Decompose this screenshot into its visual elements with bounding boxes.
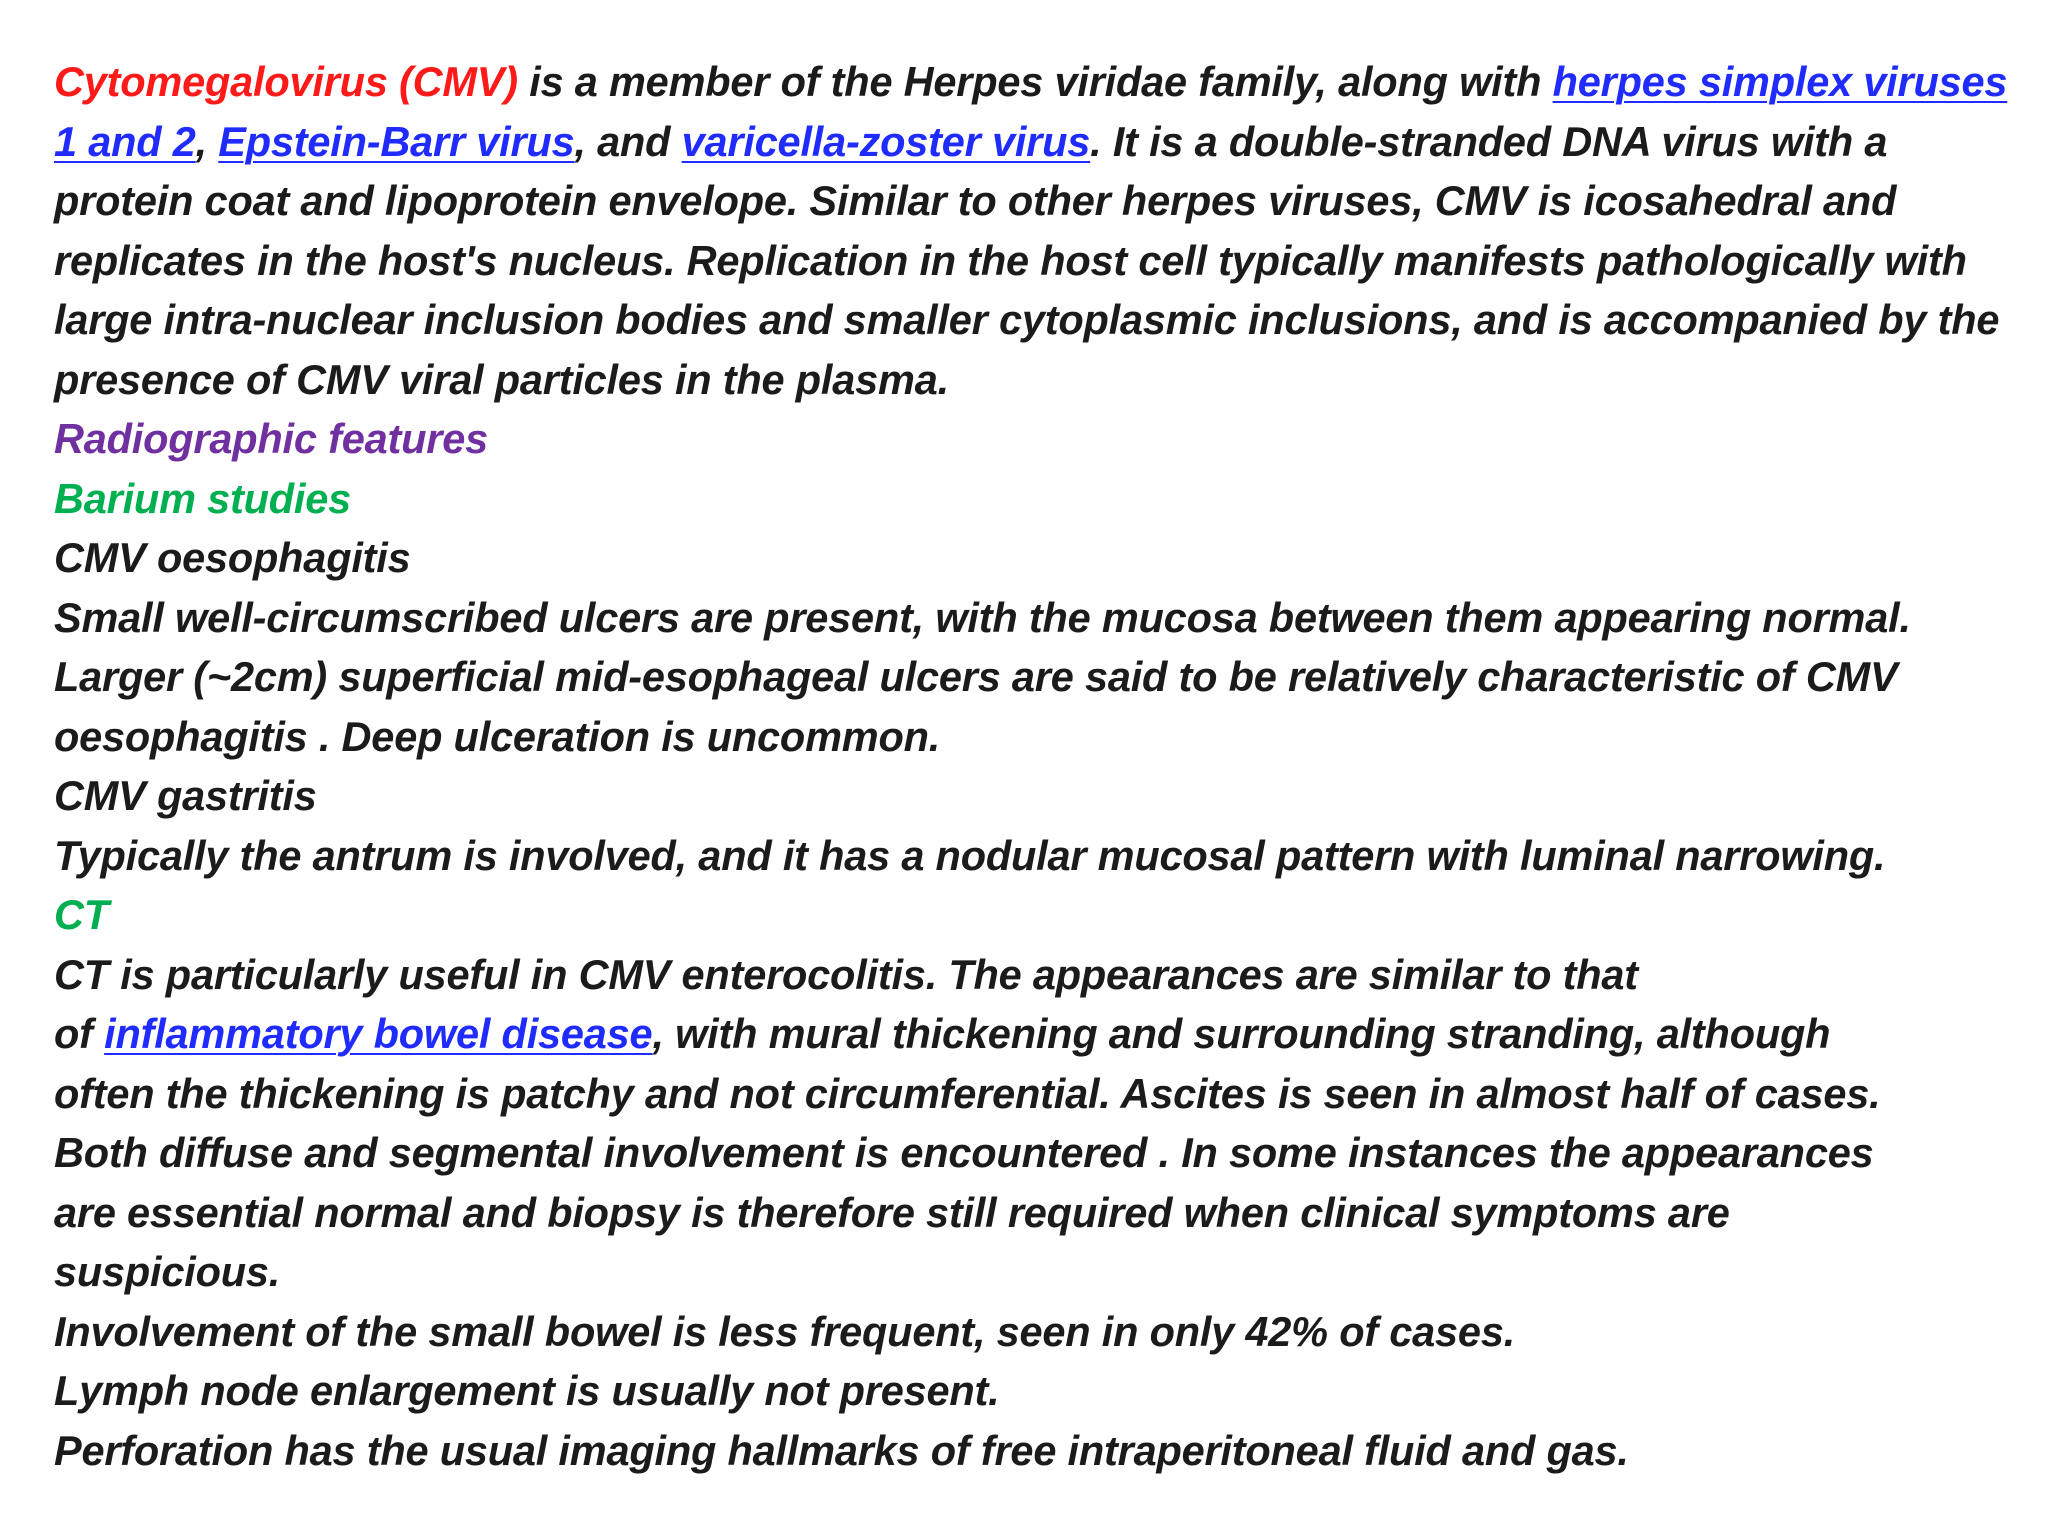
intro-sep-2: , and	[574, 117, 682, 165]
link-herpes-simplex[interactable]: herpes simplex viruses 1 and 2	[54, 58, 2008, 165]
link-inflammatory-bowel-disease[interactable]: inflammatory bowel disease	[104, 1010, 653, 1057]
intro-text-2: . It is a double-stranded DNA virus with a protein coat and lipoprotein envelope. Similar to other herpes viruses, CMV is icosahedral and replicates in the host's nucleus. Replication in the host cell typically manifests pathologically with large intra-nuclear inclusion bodies and smaller cytoplasmic inclusions, and is accompanied by the presence of CMV viral particles in the plasma.	[54, 117, 2000, 403]
intro-text-1: is a member of the Herpes viridae family, along with	[517, 58, 1553, 105]
ct-text-3: often the thickening is patchy and not circumferential. Ascites is seen in almost half of cases.	[54, 1069, 1881, 1117]
ct-text-6: suspicious.	[54, 1248, 281, 1295]
intro-paragraph	[54, 52, 2014, 409]
ct-text-2	[54, 1004, 2014, 1064]
slide-content	[54, 52, 2014, 1480]
oesophagitis-text-2: Larger (~2cm) superficial mid-esophageal ulcers are said to be relatively characteristic of CMV	[54, 653, 1898, 700]
ct-text-1: CT is particularly useful in CMV enterocolitis. The appearances are similar to that	[54, 950, 1638, 998]
subheading-cmv-gastritis: CMV gastritis	[54, 772, 317, 819]
ct-text-4: Both diffuse and segmental involvement is encountered . In some instances the appearances	[54, 1129, 1874, 1176]
intro-sep-1: ,	[195, 117, 219, 165]
heading-barium-studies: Barium studies	[54, 474, 352, 522]
heading-radiographic-features: Radiographic features	[54, 415, 488, 462]
ct-text-2-suffix: , with mural thickening and surrounding stranding, although	[652, 1010, 1831, 1057]
ct-text-5: are essential normal and biopsy is therefore still required when clinical symptoms are	[54, 1188, 1730, 1236]
heading-ct: CT	[54, 891, 109, 938]
link-epstein-barr[interactable]: Epstein-Barr virus	[218, 117, 575, 165]
subheading-cmv-oesophagitis: CMV oesophagitis	[54, 534, 411, 581]
link-varicella-zoster[interactable]: varicella-zoster virus	[681, 117, 1091, 165]
ct-text-9: Perforation has the usual imaging hallmarks of free intraperitoneal fluid and gas.	[54, 1426, 1629, 1474]
oesophagitis-text-1: Small well-circumscribed ulcers are present, with the mucosa between them appearing normal.	[54, 593, 1911, 641]
ct-text-7: Involvement of the small bowel is less frequent, seen in only 42% of cases.	[54, 1307, 1516, 1355]
oesophagitis-text-3: oesophagitis . Deep ulceration is uncommon.	[54, 712, 941, 760]
ct-text-8: Lymph node enlargement is usually not present.	[54, 1367, 1000, 1414]
cmv-term: Cytomegalovirus (CMV)	[54, 58, 518, 105]
ct-text-2-prefix: of	[54, 1010, 105, 1057]
gastritis-text-1: Typically the antrum is involved, and it has a nodular mucosal pattern with luminal narrowing.	[54, 831, 1886, 879]
